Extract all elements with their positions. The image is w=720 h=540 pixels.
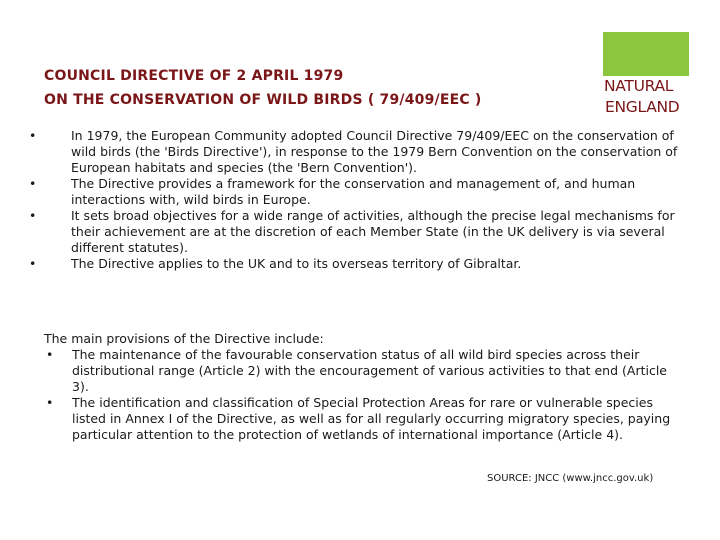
document-title <box>44 64 482 112</box>
bullet-text: In 1979, the European Community adopted Council Directive 79/409/EEC on the conservation of wild birds (the 'Birds Directive'), in response to the 1979 Bern Convention on the conservation of European habitats and species (the 'Bern Convention'). <box>71 128 678 175</box>
provision-text: The maintenance of the favourable conservation status of all wild bird species across their distributional range (Article 2) with the encouragement of various activities to that end (Article 3). <box>72 347 667 394</box>
bullet-icon: • <box>46 347 54 362</box>
bullet-text: The Directive provides a framework for the conservation and management of, and human interactions with, wild birds in Europe. <box>71 176 636 207</box>
source-citation: SOURCE: JNCC (www.jncc.gov.uk) <box>487 473 654 484</box>
provisions-intro: The main provisions of the Directive include: <box>44 331 324 346</box>
bullet-text: It sets broad objectives for a wide range of activities, although the precise legal mechanisms for their achievement are at the discretion of each Member State (in the UK delivery is via several different statutes). <box>71 208 675 255</box>
bullet-icon: • <box>46 395 54 410</box>
list-item <box>26 208 686 256</box>
natural-england-logo <box>603 32 689 118</box>
list-item <box>26 256 686 272</box>
bullet-icon: • <box>29 256 37 271</box>
logo-word-england: ENGLAND <box>605 98 680 116</box>
provisions-section <box>44 331 684 443</box>
bullet-icon: • <box>29 176 37 191</box>
provision-text: The identification and classification of Special Protection Areas for rare or vulnerable species listed in Annex I of the Directive, as well as for all regularly occurring migratory species, paying particular attention to the protection of wetlands of international importance (Article 4). <box>72 395 671 442</box>
list-item <box>26 128 686 176</box>
logo-word-natural: NATURAL <box>604 77 674 95</box>
list-item <box>44 347 684 395</box>
list-item <box>26 176 686 208</box>
title-line-1: COUNCIL DIRECTIVE OF 2 APRIL 1979 <box>44 68 344 84</box>
list-item <box>44 395 684 443</box>
logo-green-block <box>603 32 689 76</box>
directive-bullets <box>26 128 686 272</box>
bullet-icon: • <box>29 128 37 143</box>
bullet-icon: • <box>29 208 37 223</box>
bullet-text: The Directive applies to the UK and to its overseas territory of Gibraltar. <box>71 256 522 271</box>
title-line-2: ON THE CONSERVATION OF WILD BIRDS ( 79/409/EEC ) <box>44 92 482 108</box>
